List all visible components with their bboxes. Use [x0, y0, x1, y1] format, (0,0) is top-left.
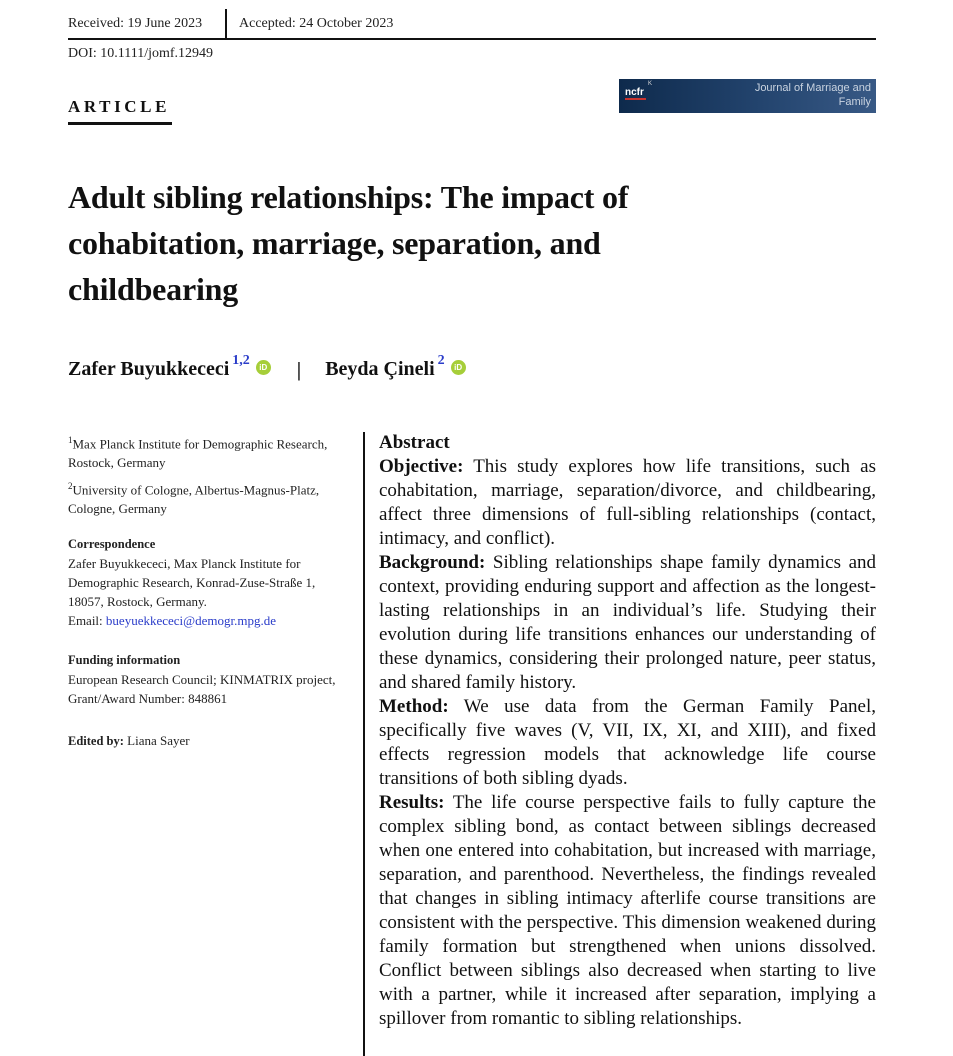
author-separator: | — [296, 359, 302, 381]
correspondence-text: Zafer Buyukkececi, Max Planck Institute for Demographic Research, Konrad-Zuse-Straße 1, 18057, Rostock, Germany. — [68, 556, 316, 609]
abstract-text: Sibling relationships shape family dynamics and context, providing enduring support and affection as the longest-lasting relationships in an individual’s life. Studying their evolution during life transitions enhances our understanding of these dynamics, considering their prolonged nature, peer status, and shared family history. — [379, 552, 877, 693]
abstract-objective — [379, 455, 876, 551]
affiliation-1 — [68, 431, 338, 472]
author-name[interactable]: Beyda Çineli — [325, 358, 435, 380]
ncfr-logo-mark: K — [648, 81, 653, 87]
abstract-rule — [363, 432, 365, 1056]
abstract-heading: Abstract — [379, 432, 450, 453]
author-2 — [325, 353, 465, 382]
correspondence-email-line — [68, 611, 343, 630]
article-type-underline — [68, 122, 172, 125]
author-affiliation-ref[interactable]: 2 — [437, 353, 445, 368]
abstract-text: This study explores how life transitions, such as cohabitation, marriage, separation/divorce, and childbearing, affect three dimensions of full-sibling relationships (contact, intimacy, and conflict). — [379, 456, 876, 549]
abstract-results — [379, 791, 876, 1031]
received-date: Received: 19 June 2023 — [68, 16, 203, 31]
edited-by — [68, 731, 343, 751]
header-divider — [225, 9, 227, 39]
article-type-label: ARTICLE — [68, 97, 171, 116]
editor-name: Liana Sayer — [127, 733, 190, 748]
abstract-label: Background: — [379, 552, 486, 573]
affiliation-number: 1 — [68, 435, 73, 445]
author-list — [68, 353, 466, 384]
journal-badge[interactable] — [619, 79, 876, 113]
abstract-text: We use data from the German Family Panel, specifically five waves (V, VII, IX, XI, and XIII), and fixed effects regression models that acknowledge life course transitions of both sibling dyads. — [379, 696, 876, 789]
orcid-icon[interactable]: iD — [451, 360, 466, 375]
affiliation-text: University of Cologne, Albertus-Magnus-Platz, Cologne, Germany — [68, 482, 320, 517]
ncfr-logo: ncfr — [625, 87, 644, 98]
accepted-date: Accepted: 24 October 2023 — [239, 16, 394, 31]
correspondence-heading: Correspondence — [68, 537, 156, 551]
abstract-background — [379, 551, 876, 695]
funding-heading: Funding information — [68, 653, 181, 667]
edited-by-label: Edited by: — [68, 734, 124, 748]
email-link[interactable]: bueyuekkececi@demogr.mpg.de — [105, 613, 277, 628]
abstract-label: Objective: — [379, 456, 464, 477]
author-affiliation-ref[interactable]: 1,2 — [232, 353, 250, 368]
abstract-method — [379, 695, 876, 791]
orcid-icon[interactable]: iD — [256, 360, 271, 375]
author-1 — [68, 353, 271, 382]
journal-name: Journal of Marriage and Family — [754, 82, 871, 108]
email-label: Email: — [68, 613, 103, 628]
funding-text: European Research Council; KINMATRIX project, Grant/Award Number: 848861 — [68, 672, 336, 706]
author-name[interactable]: Zafer Buyukkececi — [68, 358, 230, 380]
abstract-text: The life course perspective fails to fully capture the complex sibling bond, as contact between siblings decreased when one entered into cohabitation, but increased with marriage, separation, and parenthood. Nevertheless, the findings revealed that changes in sibling intimacy afterlife course transitions are consistent with the perspective. This dimension weakened during family formation but strengthened when unions dissolved. Conflict between siblings also decreased when starting to live with a partner, while it increased after separation, implying a spillover from romantic to sibling relationships. — [379, 792, 876, 1029]
abstract — [379, 431, 876, 1031]
abstract-label: Results: — [379, 792, 445, 813]
funding-block — [68, 651, 343, 708]
doi[interactable]: DOI: 10.1111/jomf.12949 — [68, 46, 214, 61]
affiliation-text: Max Planck Institute for Demographic Research, Rostock, Germany — [68, 436, 328, 471]
affiliation-number: 2 — [68, 481, 73, 491]
affiliation-2 — [68, 477, 338, 518]
header-rule — [68, 38, 876, 40]
abstract-label: Method: — [379, 696, 449, 717]
paper-title: Adult sibling relationships: The impact of cohabitation, marriage, separation, and childbearing — [68, 179, 629, 307]
correspondence-block — [68, 535, 343, 630]
